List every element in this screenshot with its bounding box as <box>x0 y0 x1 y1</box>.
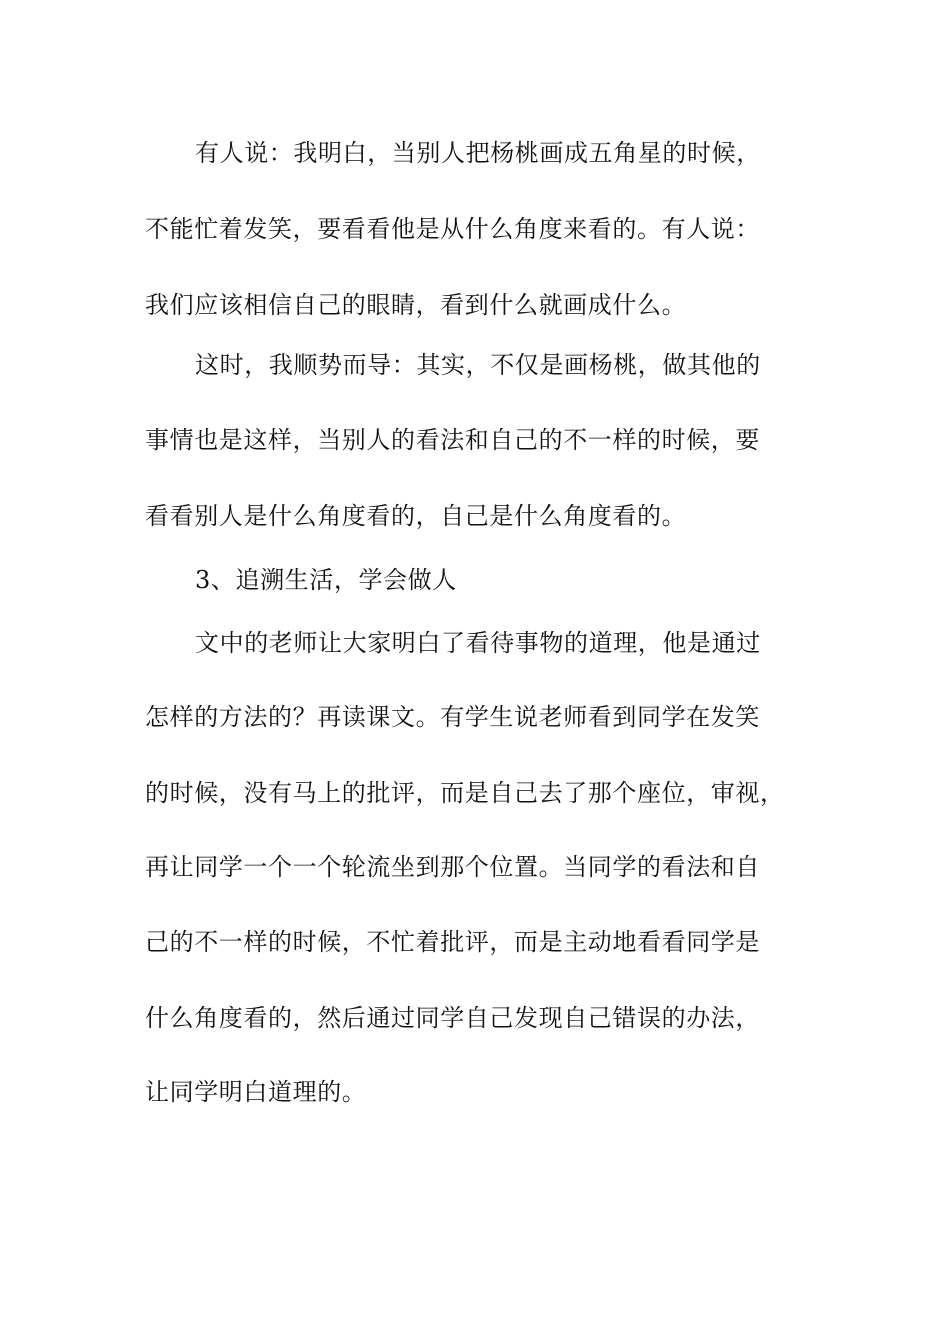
paragraph-3-line-5: 己的不一样的时候，不忙着批评，而是主动地看看同学是 <box>145 928 760 956</box>
paragraph-2-line-3: 看看别人是什么角度看的，自己是什么角度看的。 <box>145 502 687 530</box>
paragraph-3-line-6: 什么角度看的，然后通过同学自己发现自己错误的办法， <box>145 1004 760 1032</box>
paragraph-2-line-1: 这时，我顺势而导：其实，不仅是画杨桃，做其他的 <box>195 351 761 379</box>
paragraph-3-line-2: 怎样的方法的？再读课文。有学生说老师看到同学在发笑 <box>145 703 760 731</box>
paragraph-1-line-3: 我们应该相信自己的眼睛，看到什么就画成什么。 <box>145 291 687 319</box>
paragraph-3-line-7: 让同学明白道理的。 <box>145 1078 367 1106</box>
paragraph-1-line-2: 不能忙着发笑，要看看他是从什么角度来看的。有人说： <box>145 215 760 243</box>
paragraph-1-line-1: 有人说：我明白，当别人把杨桃画成五角星的时候， <box>195 139 761 167</box>
paragraph-3-line-4: 再让同学一个一个轮流坐到那个位置。当同学的看法和自 <box>145 853 760 881</box>
paragraph-3-line-1: 文中的老师让大家明白了看待事物的道理，他是通过 <box>195 629 761 657</box>
section-heading: 3、追溯生活，学会做人 <box>195 566 457 594</box>
paragraph-3-line-3: 的时候，没有马上的批评，而是自己去了那个座位，审视， <box>145 779 785 807</box>
paragraph-2-line-2: 事情也是这样，当别人的看法和自己的不一样的时候，要 <box>145 426 760 454</box>
